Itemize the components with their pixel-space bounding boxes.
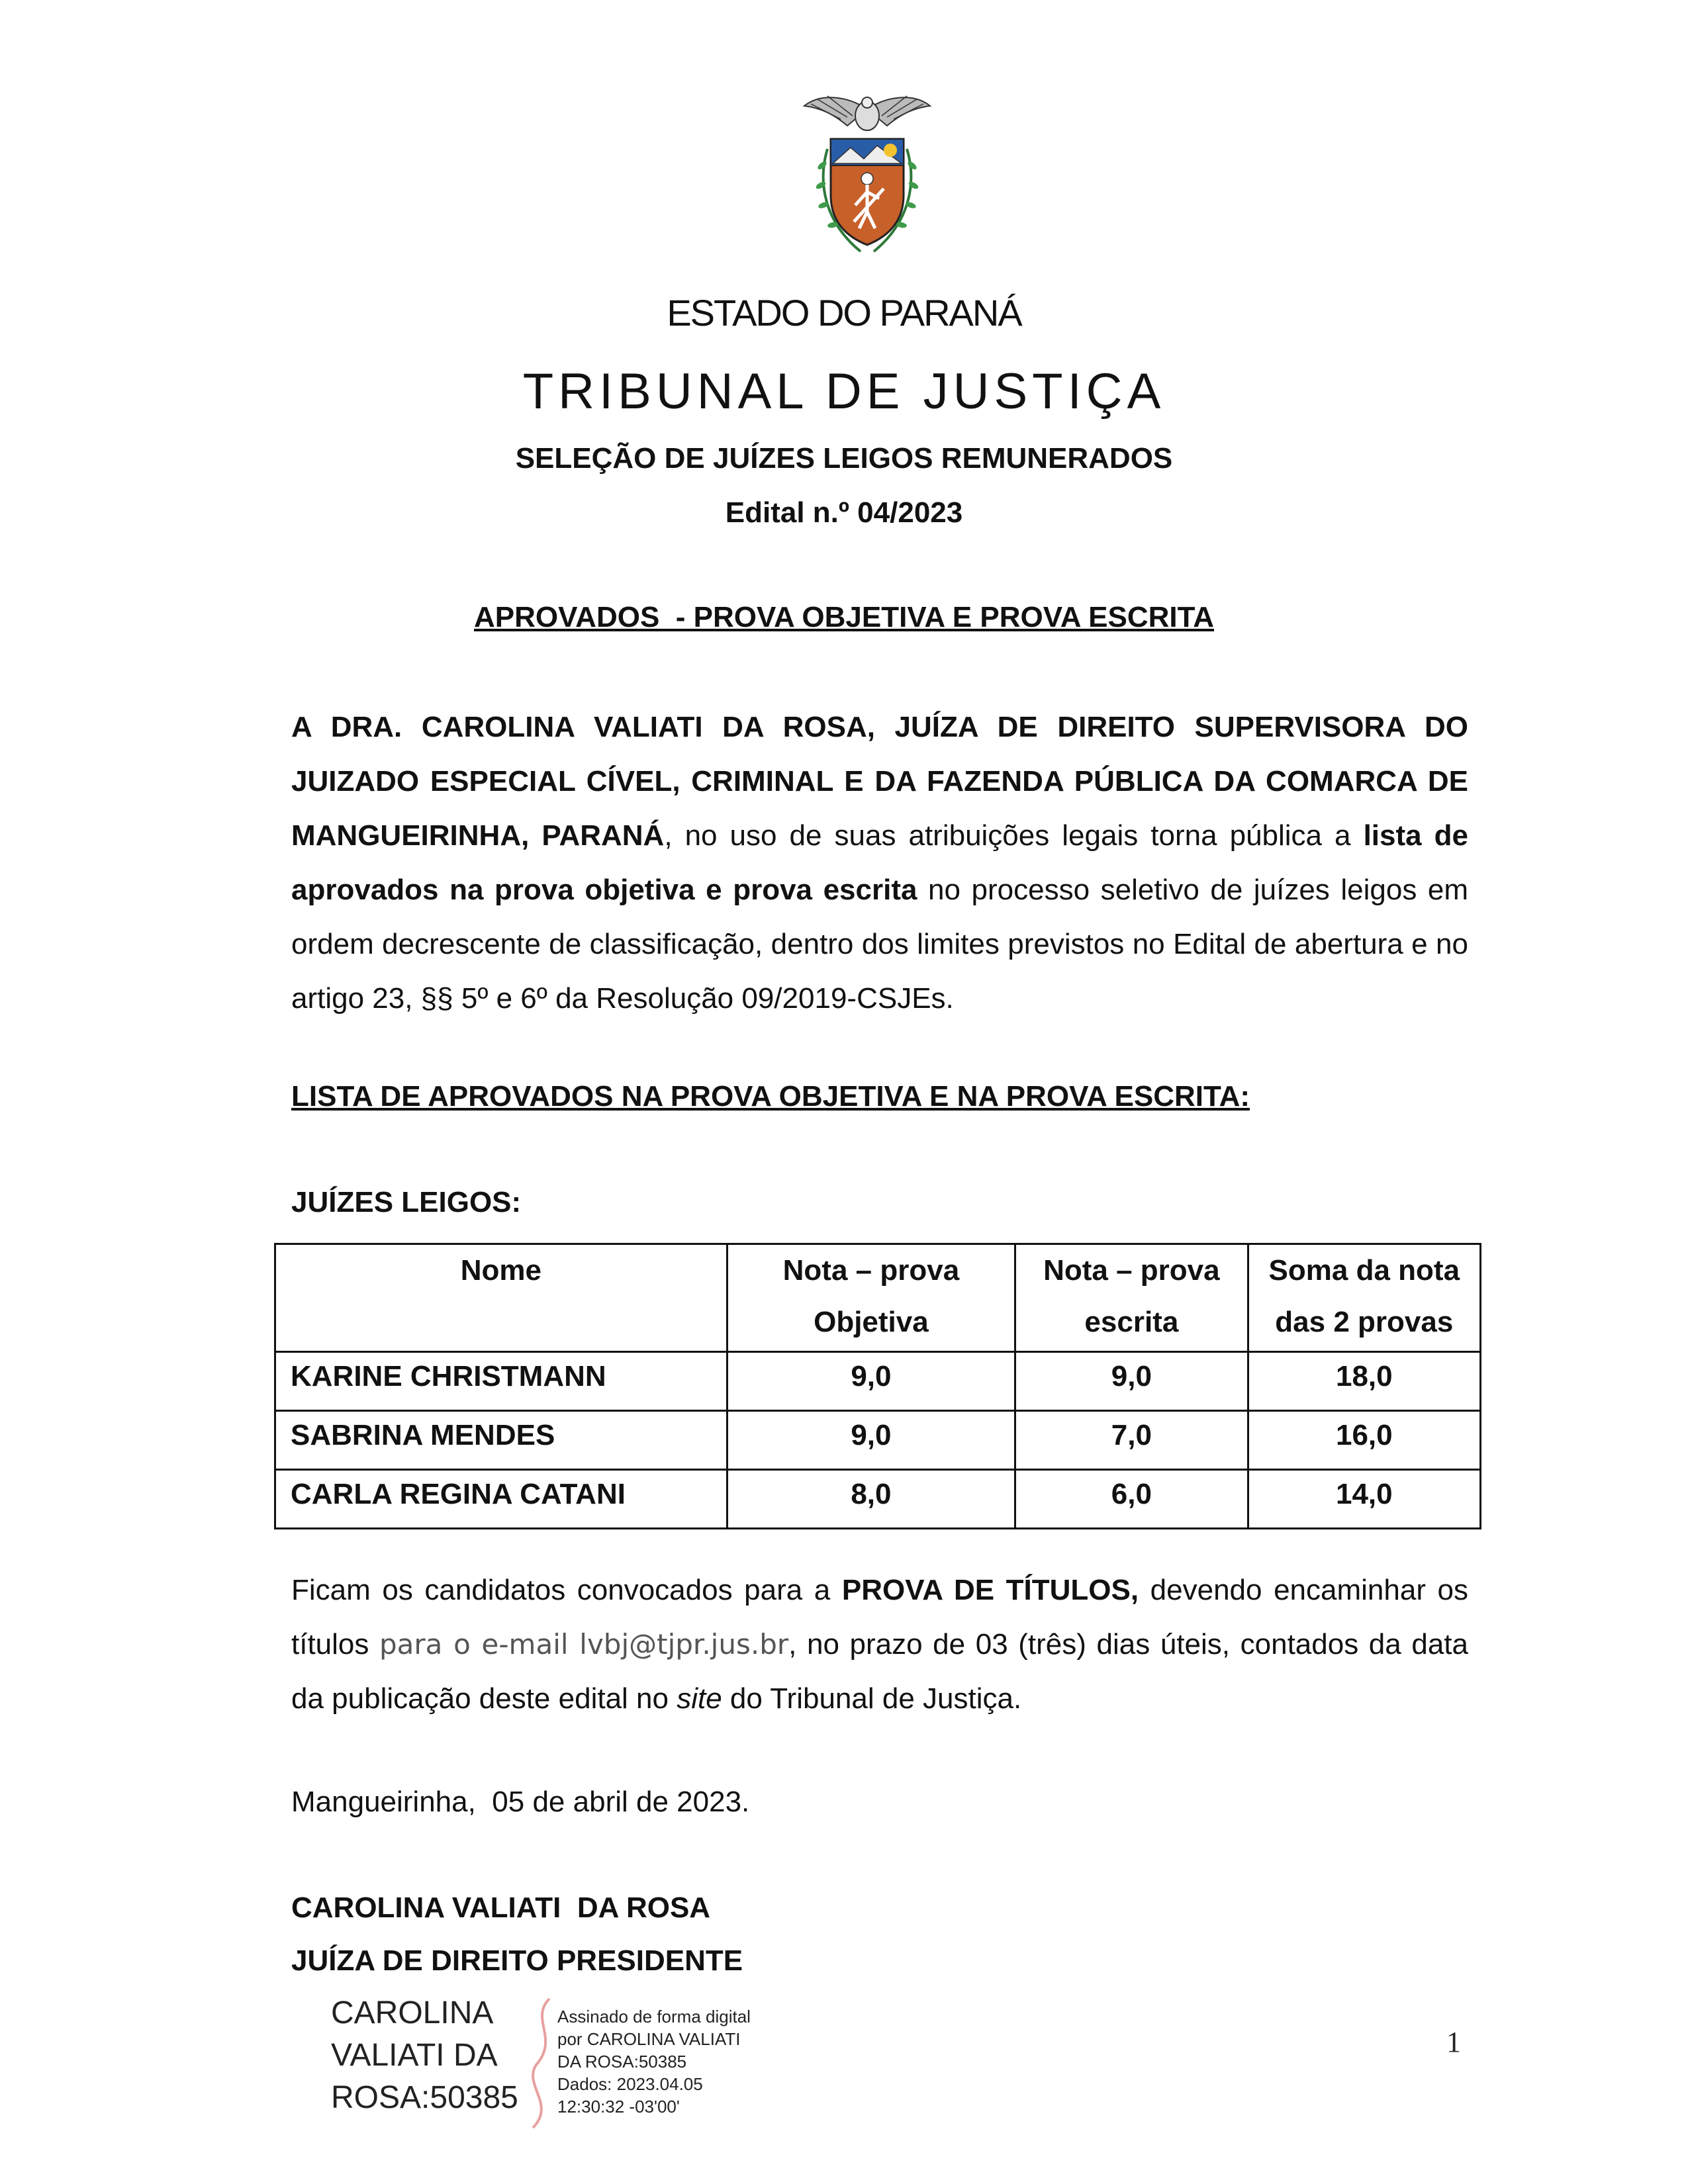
cell-written: 6,0 (1015, 1470, 1248, 1529)
table-header-row (275, 1244, 1481, 1352)
intro-text: , no uso de suas atribuições legais torna pública a (664, 819, 1364, 852)
results-table (274, 1243, 1481, 1529)
selection-title: SELEÇÃO DE JUÍZES LEIGOS REMUNERADOS (515, 442, 1173, 475)
header-written: Nota – prova escrita (1015, 1244, 1248, 1352)
cell-name: KARINE CHRISTMANN (275, 1352, 727, 1411)
cell-sum: 16,0 (1248, 1411, 1480, 1470)
cell-objective: 8,0 (727, 1470, 1015, 1529)
header-objective: Nota – prova Objetiva (727, 1244, 1015, 1352)
intro-text-2: no processo seletivo de juízes leigos em ordem decrescente de classificação, dentro dos limites previstos no Edital de abertura e no artigo 23, §§ 5º e 6º da Resolução 09/2019-CSJEs. (291, 874, 1468, 1015)
signer-name: CAROLINA VALIATI DA ROSA (291, 1891, 711, 1924)
signer-title: JUÍZA DE DIREITO PRESIDENTE (291, 1944, 743, 1977)
table-row (275, 1470, 1481, 1529)
digital-signature-name: CAROLINA VALIATI DA ROSA:50385 (331, 1995, 518, 2115)
intro-paragraph (291, 700, 1468, 1026)
section-heading: APROVADOS - PROVA OBJETIVA E PROVA ESCRITA (473, 601, 1215, 633)
digital-signature-info: Assinado de forma digital por CAROLINA VALIATI DA ROSA:50385 Dados: 2023.04.05 12:30:32 -03'00' (557, 2007, 751, 2116)
cell-name: SABRINA MENDES (275, 1411, 727, 1470)
titles-exam: PROVA DE TÍTULOS, (841, 1574, 1139, 1606)
signature-stamp-icon (523, 1992, 563, 2131)
date-line: Mangueirinha, 05 de abril de 2023. (291, 1786, 750, 1818)
court-title: TRIBUNAL DE JUSTIÇA (522, 363, 1166, 420)
cell-objective: 9,0 (727, 1411, 1015, 1470)
state-title: ESTADO DO PARANÁ (667, 292, 1021, 334)
cell-written: 7,0 (1015, 1411, 1248, 1470)
notice-number: Edital n.º 04/2023 (725, 496, 963, 529)
parana-coat-of-arms-icon (801, 89, 933, 261)
intro-bold-authority: A DRA. CAROLINA VALIATI DA ROSA, JUÍZA DE DIREITO SUPERVISORA DO JUIZADO ESPECIAL CÍVEL, CRIMINAL E DA FAZENDA PÚBLICA DA COMARCA DE MANGUEIRINHA, PARANÁ (291, 711, 1468, 852)
cell-name: CARLA REGINA CATANI (275, 1470, 727, 1529)
intro-bold-list: lista de aprovados na prova objetiva e prova escrita (291, 819, 1468, 906)
cell-sum: 14,0 (1248, 1470, 1480, 1529)
section-label: JUÍZES LEIGOS: (291, 1186, 522, 1218)
cell-written: 9,0 (1015, 1352, 1248, 1411)
convocation-paragraph: Ficam os candidatos convocados para a PROVA DE TÍTULOS, devendo encaminhar os títulos para o e-mail lvbj@tjpr.jus.br, no prazo de 03 (três) dias úteis, contados da data da publicação deste edital no site do Tribunal de Justiça. (291, 1574, 1469, 1715)
list-heading: LISTA DE APROVADOS NA PROVA OBJETIVA E NA PROVA ESCRITA: (291, 1080, 1250, 1113)
cell-objective: 9,0 (727, 1352, 1015, 1411)
table-row (275, 1352, 1481, 1411)
page-number: 1 (1446, 2026, 1461, 2058)
email-address: para o e-mail lvbj@tjpr.jus.br (379, 1628, 789, 1661)
header-sum: Soma da nota das 2 provas (1248, 1244, 1480, 1352)
cell-sum: 18,0 (1248, 1352, 1480, 1411)
table-row (275, 1411, 1481, 1470)
header-name: Nome (275, 1244, 727, 1352)
